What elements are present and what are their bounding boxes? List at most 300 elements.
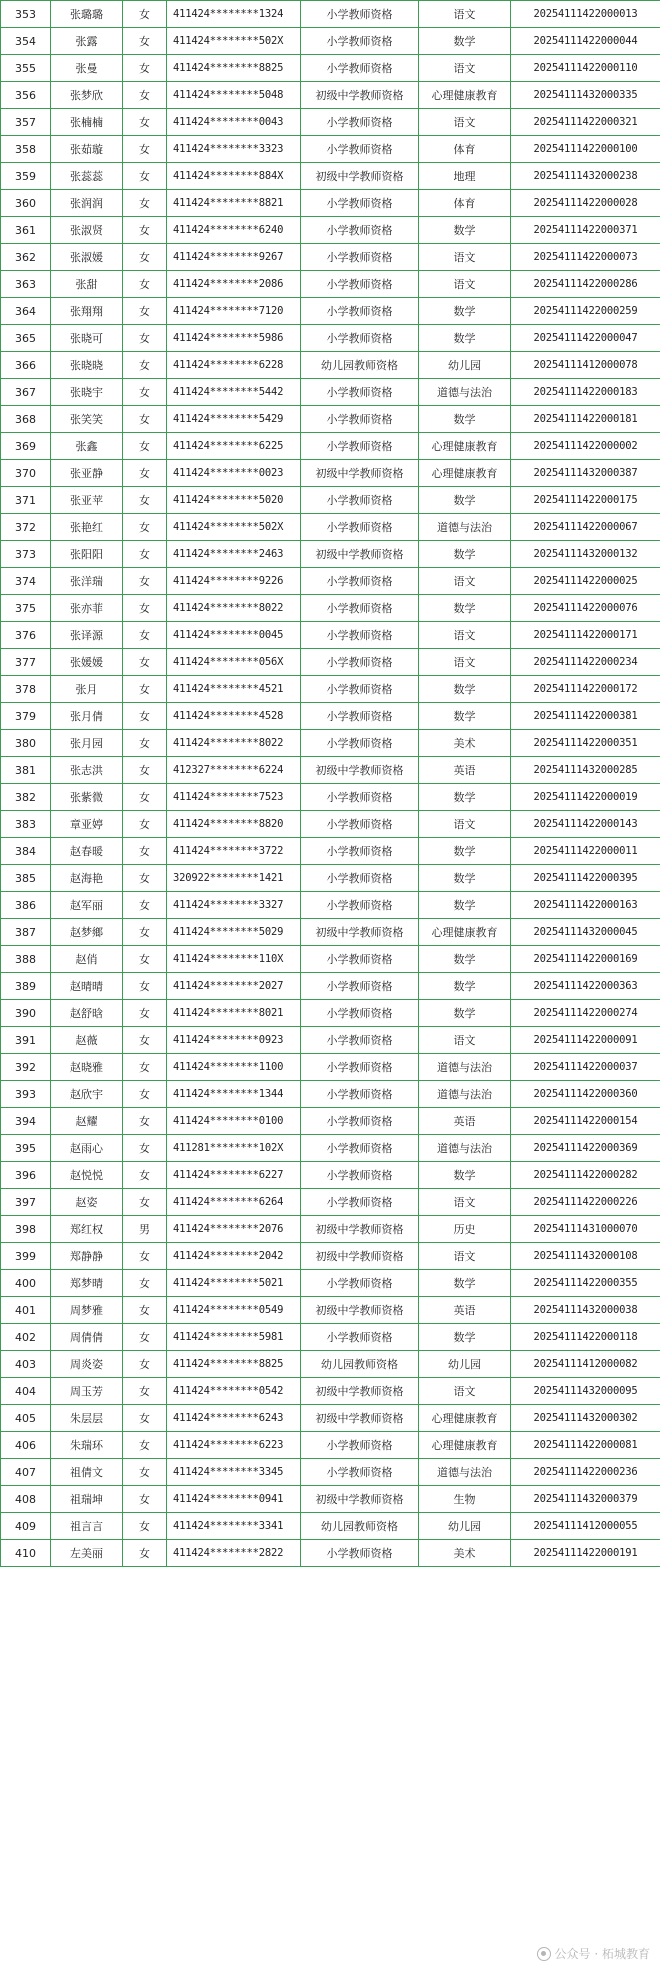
gender: 女 — [123, 1351, 167, 1378]
certificate-number: 20254111432000038 — [511, 1297, 660, 1324]
qualification-type: 初级中学教师资格 — [301, 1378, 419, 1405]
certificate-number: 20254111422000171 — [511, 622, 660, 649]
name: 张志洪 — [51, 757, 123, 784]
id-number: 411424********0941 — [167, 1486, 301, 1513]
qualification-type: 小学教师资格 — [301, 1324, 419, 1351]
certificate-number: 20254111422000282 — [511, 1162, 660, 1189]
table-row — [1, 730, 660, 757]
id-number: 411424********3327 — [167, 892, 301, 919]
id-number: 411424********5020 — [167, 487, 301, 514]
table-row — [1, 325, 660, 352]
qualification-type: 初级中学教师资格 — [301, 541, 419, 568]
qualification-type: 小学教师资格 — [301, 568, 419, 595]
subject: 心理健康教育 — [419, 1432, 511, 1459]
name: 赵军丽 — [51, 892, 123, 919]
table-row — [1, 55, 660, 82]
gender: 女 — [123, 1189, 167, 1216]
row-number: 379 — [1, 703, 51, 730]
row-number: 395 — [1, 1135, 51, 1162]
name: 张璐璐 — [51, 1, 123, 28]
certificate-number: 20254111422000143 — [511, 811, 660, 838]
id-number: 411424********6264 — [167, 1189, 301, 1216]
id-number: 411424********2086 — [167, 271, 301, 298]
id-number: 411281********102X — [167, 1135, 301, 1162]
table-row — [1, 1297, 660, 1324]
name: 郑梦晴 — [51, 1270, 123, 1297]
subject: 数学 — [419, 325, 511, 352]
subject: 幼儿园 — [419, 1351, 511, 1378]
name: 周梦雅 — [51, 1297, 123, 1324]
table-row — [1, 811, 660, 838]
row-number: 365 — [1, 325, 51, 352]
qualification-type: 小学教师资格 — [301, 487, 419, 514]
certificate-number: 20254111422000181 — [511, 406, 660, 433]
id-number: 411424********9226 — [167, 568, 301, 595]
row-number: 383 — [1, 811, 51, 838]
certificate-number: 20254111432000285 — [511, 757, 660, 784]
name: 张艳红 — [51, 514, 123, 541]
name: 张淑贤 — [51, 217, 123, 244]
certificate-number: 20254111422000076 — [511, 595, 660, 622]
table-row — [1, 271, 660, 298]
qualification-type: 小学教师资格 — [301, 1540, 419, 1567]
subject: 数学 — [419, 676, 511, 703]
name: 张梦欣 — [51, 82, 123, 109]
name: 张月 — [51, 676, 123, 703]
table-row — [1, 352, 660, 379]
name: 祖瑞坤 — [51, 1486, 123, 1513]
id-number: 411424********4528 — [167, 703, 301, 730]
certificate-number: 20254111432000302 — [511, 1405, 660, 1432]
id-number: 411424********3345 — [167, 1459, 301, 1486]
certificate-number: 20254111422000081 — [511, 1432, 660, 1459]
certificate-number: 20254111422000274 — [511, 1000, 660, 1027]
qualification-type: 初级中学教师资格 — [301, 1243, 419, 1270]
certificate-number: 20254111422000351 — [511, 730, 660, 757]
subject: 历史 — [419, 1216, 511, 1243]
qualification-type: 小学教师资格 — [301, 622, 419, 649]
row-number: 389 — [1, 973, 51, 1000]
table-row — [1, 649, 660, 676]
table-row — [1, 109, 660, 136]
gender: 女 — [123, 1162, 167, 1189]
subject: 道德与法治 — [419, 1135, 511, 1162]
gender: 女 — [123, 757, 167, 784]
qualification-type: 小学教师资格 — [301, 406, 419, 433]
id-number: 411424********0100 — [167, 1108, 301, 1135]
gender: 女 — [123, 1513, 167, 1540]
id-number: 411424********6225 — [167, 433, 301, 460]
table-row — [1, 1486, 660, 1513]
row-number: 367 — [1, 379, 51, 406]
certificate-number: 20254111422000025 — [511, 568, 660, 595]
watermark — [537, 1945, 650, 1962]
table-row — [1, 1135, 660, 1162]
table-row — [1, 379, 660, 406]
id-number: 411424********9267 — [167, 244, 301, 271]
row-number: 377 — [1, 649, 51, 676]
row-number: 390 — [1, 1000, 51, 1027]
name: 张月倩 — [51, 703, 123, 730]
certificate-number: 20254111412000078 — [511, 352, 660, 379]
row-number: 406 — [1, 1432, 51, 1459]
subject: 数学 — [419, 1000, 511, 1027]
table-row — [1, 244, 660, 271]
table-row — [1, 973, 660, 1000]
id-number: 411424********0023 — [167, 460, 301, 487]
gender: 女 — [123, 1000, 167, 1027]
id-number: 411424********1100 — [167, 1054, 301, 1081]
id-number: 411424********2822 — [167, 1540, 301, 1567]
name: 左美丽 — [51, 1540, 123, 1567]
qualification-type: 小学教师资格 — [301, 433, 419, 460]
row-number: 396 — [1, 1162, 51, 1189]
row-number: 388 — [1, 946, 51, 973]
qualification-type: 小学教师资格 — [301, 1, 419, 28]
table-row — [1, 1513, 660, 1540]
name: 周玉芳 — [51, 1378, 123, 1405]
name: 张晓晓 — [51, 352, 123, 379]
name: 赵薇 — [51, 1027, 123, 1054]
table-row — [1, 1162, 660, 1189]
certificate-number: 20254111422000236 — [511, 1459, 660, 1486]
table-row — [1, 568, 660, 595]
gender: 女 — [123, 325, 167, 352]
name: 赵俏 — [51, 946, 123, 973]
gender: 女 — [123, 433, 167, 460]
certificate-number: 20254111422000226 — [511, 1189, 660, 1216]
gender: 女 — [123, 1297, 167, 1324]
gender: 女 — [123, 1135, 167, 1162]
name: 郑红权 — [51, 1216, 123, 1243]
subject: 语文 — [419, 1243, 511, 1270]
certificate-number: 20254111422000371 — [511, 217, 660, 244]
row-number: 402 — [1, 1324, 51, 1351]
name: 朱层层 — [51, 1405, 123, 1432]
id-number: 411424********6240 — [167, 217, 301, 244]
certificate-number: 20254111422000019 — [511, 784, 660, 811]
certificate-number: 20254111422000234 — [511, 649, 660, 676]
gender: 女 — [123, 190, 167, 217]
certificate-number: 20254111432000095 — [511, 1378, 660, 1405]
id-number: 411424********6243 — [167, 1405, 301, 1432]
gender: 女 — [123, 946, 167, 973]
id-number: 411424********8825 — [167, 55, 301, 82]
certificate-number: 20254111422000286 — [511, 271, 660, 298]
name: 赵晓雅 — [51, 1054, 123, 1081]
subject: 心理健康教育 — [419, 82, 511, 109]
name: 赵雨心 — [51, 1135, 123, 1162]
gender: 女 — [123, 271, 167, 298]
qualification-type: 小学教师资格 — [301, 838, 419, 865]
subject: 道德与法治 — [419, 1054, 511, 1081]
table-row — [1, 1405, 660, 1432]
subject: 幼儿园 — [419, 1513, 511, 1540]
certificate-number: 20254111422000395 — [511, 865, 660, 892]
name: 赵海艳 — [51, 865, 123, 892]
table-row — [1, 1459, 660, 1486]
id-number: 411424********6223 — [167, 1432, 301, 1459]
subject: 数学 — [419, 1324, 511, 1351]
table-row — [1, 676, 660, 703]
subject: 数学 — [419, 784, 511, 811]
qualification-type: 小学教师资格 — [301, 973, 419, 1000]
name: 祖言言 — [51, 1513, 123, 1540]
id-number: 411424********3722 — [167, 838, 301, 865]
gender: 女 — [123, 109, 167, 136]
name: 张鑫 — [51, 433, 123, 460]
id-number: 411424********5429 — [167, 406, 301, 433]
certificate-number: 20254111422000118 — [511, 1324, 660, 1351]
id-number: 411424********502X — [167, 514, 301, 541]
row-number: 369 — [1, 433, 51, 460]
certificate-number: 20254111432000108 — [511, 1243, 660, 1270]
subject: 语文 — [419, 568, 511, 595]
name: 周倩倩 — [51, 1324, 123, 1351]
subject: 语文 — [419, 55, 511, 82]
row-number: 363 — [1, 271, 51, 298]
row-number: 398 — [1, 1216, 51, 1243]
qualification-type: 小学教师资格 — [301, 1459, 419, 1486]
name: 张茹璇 — [51, 136, 123, 163]
id-number: 411424********5021 — [167, 1270, 301, 1297]
table-row — [1, 622, 660, 649]
gender: 女 — [123, 568, 167, 595]
certificate-number: 20254111422000002 — [511, 433, 660, 460]
table-row — [1, 892, 660, 919]
qualification-type: 初级中学教师资格 — [301, 82, 419, 109]
name: 赵舒晗 — [51, 1000, 123, 1027]
watermark-text: 公众号 · 柘城教育 — [554, 1947, 650, 1961]
row-number: 370 — [1, 460, 51, 487]
certificate-number: 20254111422000110 — [511, 55, 660, 82]
qualification-type: 小学教师资格 — [301, 865, 419, 892]
subject: 数学 — [419, 892, 511, 919]
table-row — [1, 784, 660, 811]
table-row — [1, 1243, 660, 1270]
qualification-type: 小学教师资格 — [301, 217, 419, 244]
gender: 女 — [123, 136, 167, 163]
table-body — [1, 1, 660, 1567]
qualification-type: 小学教师资格 — [301, 649, 419, 676]
certificate-number: 20254111422000011 — [511, 838, 660, 865]
certificate-number: 20254111432000045 — [511, 919, 660, 946]
name: 张紫微 — [51, 784, 123, 811]
qualification-type: 初级中学教师资格 — [301, 1216, 419, 1243]
subject: 生物 — [419, 1486, 511, 1513]
subject: 幼儿园 — [419, 352, 511, 379]
subject: 心理健康教育 — [419, 1405, 511, 1432]
qualification-type: 初级中学教师资格 — [301, 460, 419, 487]
row-number: 371 — [1, 487, 51, 514]
row-number: 357 — [1, 109, 51, 136]
table-row — [1, 1189, 660, 1216]
id-number: 411424********8820 — [167, 811, 301, 838]
row-number: 373 — [1, 541, 51, 568]
table-row — [1, 1081, 660, 1108]
gender: 女 — [123, 703, 167, 730]
qualification-type: 初级中学教师资格 — [301, 163, 419, 190]
subject: 语文 — [419, 622, 511, 649]
table-row — [1, 865, 660, 892]
id-number: 411424********2042 — [167, 1243, 301, 1270]
subject: 数学 — [419, 1162, 511, 1189]
row-number: 405 — [1, 1405, 51, 1432]
row-number: 355 — [1, 55, 51, 82]
qualification-type: 小学教师资格 — [301, 1000, 419, 1027]
subject: 英语 — [419, 1297, 511, 1324]
row-number: 401 — [1, 1297, 51, 1324]
gender: 女 — [123, 1243, 167, 1270]
table-row — [1, 217, 660, 244]
gender: 女 — [123, 1324, 167, 1351]
subject: 体育 — [419, 136, 511, 163]
name: 张亦菲 — [51, 595, 123, 622]
row-number: 378 — [1, 676, 51, 703]
certificate-number: 20254111422000191 — [511, 1540, 660, 1567]
qualification-type: 小学教师资格 — [301, 946, 419, 973]
id-number: 320922********1421 — [167, 865, 301, 892]
certificate-number: 20254111422000175 — [511, 487, 660, 514]
table-row — [1, 487, 660, 514]
gender: 男 — [123, 1216, 167, 1243]
certificate-number: 20254111412000055 — [511, 1513, 660, 1540]
certificate-number: 20254111422000163 — [511, 892, 660, 919]
row-number: 362 — [1, 244, 51, 271]
qualification-type: 幼儿园教师资格 — [301, 352, 419, 379]
gender: 女 — [123, 811, 167, 838]
name: 张蕊蕊 — [51, 163, 123, 190]
row-number: 366 — [1, 352, 51, 379]
table-row — [1, 1378, 660, 1405]
name: 张曼 — [51, 55, 123, 82]
subject: 语文 — [419, 109, 511, 136]
id-number: 411424********0542 — [167, 1378, 301, 1405]
row-number: 404 — [1, 1378, 51, 1405]
gender: 女 — [123, 784, 167, 811]
qualification-type: 小学教师资格 — [301, 298, 419, 325]
row-number: 368 — [1, 406, 51, 433]
name: 张亚苹 — [51, 487, 123, 514]
table-row — [1, 1540, 660, 1567]
subject: 数学 — [419, 406, 511, 433]
name: 赵悦悦 — [51, 1162, 123, 1189]
wechat-icon — [537, 1947, 551, 1961]
gender: 女 — [123, 352, 167, 379]
table-row — [1, 406, 660, 433]
name: 张楠楠 — [51, 109, 123, 136]
id-number: 411424********5981 — [167, 1324, 301, 1351]
row-number: 354 — [1, 28, 51, 55]
row-number: 380 — [1, 730, 51, 757]
name: 赵姿 — [51, 1189, 123, 1216]
id-number: 411424********5986 — [167, 325, 301, 352]
qualification-type: 小学教师资格 — [301, 1081, 419, 1108]
qualification-type: 小学教师资格 — [301, 595, 419, 622]
certificate-number: 20254111422000013 — [511, 1, 660, 28]
subject: 地理 — [419, 163, 511, 190]
certificate-number: 20254111412000082 — [511, 1351, 660, 1378]
qualification-type: 初级中学教师资格 — [301, 1405, 419, 1432]
gender: 女 — [123, 973, 167, 1000]
gender: 女 — [123, 892, 167, 919]
table-row — [1, 1, 660, 28]
id-number: 411424********2463 — [167, 541, 301, 568]
certificate-number: 20254111422000355 — [511, 1270, 660, 1297]
subject: 数学 — [419, 973, 511, 1000]
id-number: 412327********6224 — [167, 757, 301, 784]
subject: 数学 — [419, 1270, 511, 1297]
table-row — [1, 1351, 660, 1378]
table-row — [1, 1108, 660, 1135]
qualification-type: 小学教师资格 — [301, 1054, 419, 1081]
subject: 数学 — [419, 541, 511, 568]
subject: 心理健康教育 — [419, 919, 511, 946]
table-row — [1, 1432, 660, 1459]
qualification-type: 初级中学教师资格 — [301, 1486, 419, 1513]
certificate-number: 20254111422000381 — [511, 703, 660, 730]
certificate-number: 20254111432000132 — [511, 541, 660, 568]
qualification-type: 小学教师资格 — [301, 1189, 419, 1216]
table-row — [1, 1054, 660, 1081]
id-number: 411424********4521 — [167, 676, 301, 703]
id-number: 411424********5442 — [167, 379, 301, 406]
gender: 女 — [123, 1270, 167, 1297]
gender: 女 — [123, 676, 167, 703]
table-row — [1, 136, 660, 163]
qualification-type: 幼儿园教师资格 — [301, 1351, 419, 1378]
subject: 数学 — [419, 946, 511, 973]
row-number: 353 — [1, 1, 51, 28]
certificate-number: 20254111422000073 — [511, 244, 660, 271]
id-number: 411424********3323 — [167, 136, 301, 163]
subject: 道德与法治 — [419, 1459, 511, 1486]
table-row — [1, 163, 660, 190]
name: 张译源 — [51, 622, 123, 649]
id-number: 411424********0549 — [167, 1297, 301, 1324]
table-row — [1, 1216, 660, 1243]
name: 张露 — [51, 28, 123, 55]
table-row — [1, 703, 660, 730]
certificate-number: 20254111422000154 — [511, 1108, 660, 1135]
id-number: 411424********6227 — [167, 1162, 301, 1189]
name: 周炎姿 — [51, 1351, 123, 1378]
id-number: 411424********5048 — [167, 82, 301, 109]
certificate-number: 20254111422000091 — [511, 1027, 660, 1054]
table-row — [1, 433, 660, 460]
row-number: 385 — [1, 865, 51, 892]
qualification-type: 小学教师资格 — [301, 1162, 419, 1189]
name: 赵春暖 — [51, 838, 123, 865]
certificate-number: 20254111422000037 — [511, 1054, 660, 1081]
id-number: 411424********1324 — [167, 1, 301, 28]
table-row — [1, 541, 660, 568]
subject: 数学 — [419, 838, 511, 865]
name: 赵梦鄉 — [51, 919, 123, 946]
gender: 女 — [123, 1405, 167, 1432]
row-number: 391 — [1, 1027, 51, 1054]
gender: 女 — [123, 298, 167, 325]
id-number: 411424********502X — [167, 28, 301, 55]
gender: 女 — [123, 1459, 167, 1486]
certificate-number: 20254111422000172 — [511, 676, 660, 703]
subject: 体育 — [419, 190, 511, 217]
row-number: 399 — [1, 1243, 51, 1270]
subject: 数学 — [419, 703, 511, 730]
name: 祖倩文 — [51, 1459, 123, 1486]
name: 赵晴晴 — [51, 973, 123, 1000]
gender: 女 — [123, 28, 167, 55]
